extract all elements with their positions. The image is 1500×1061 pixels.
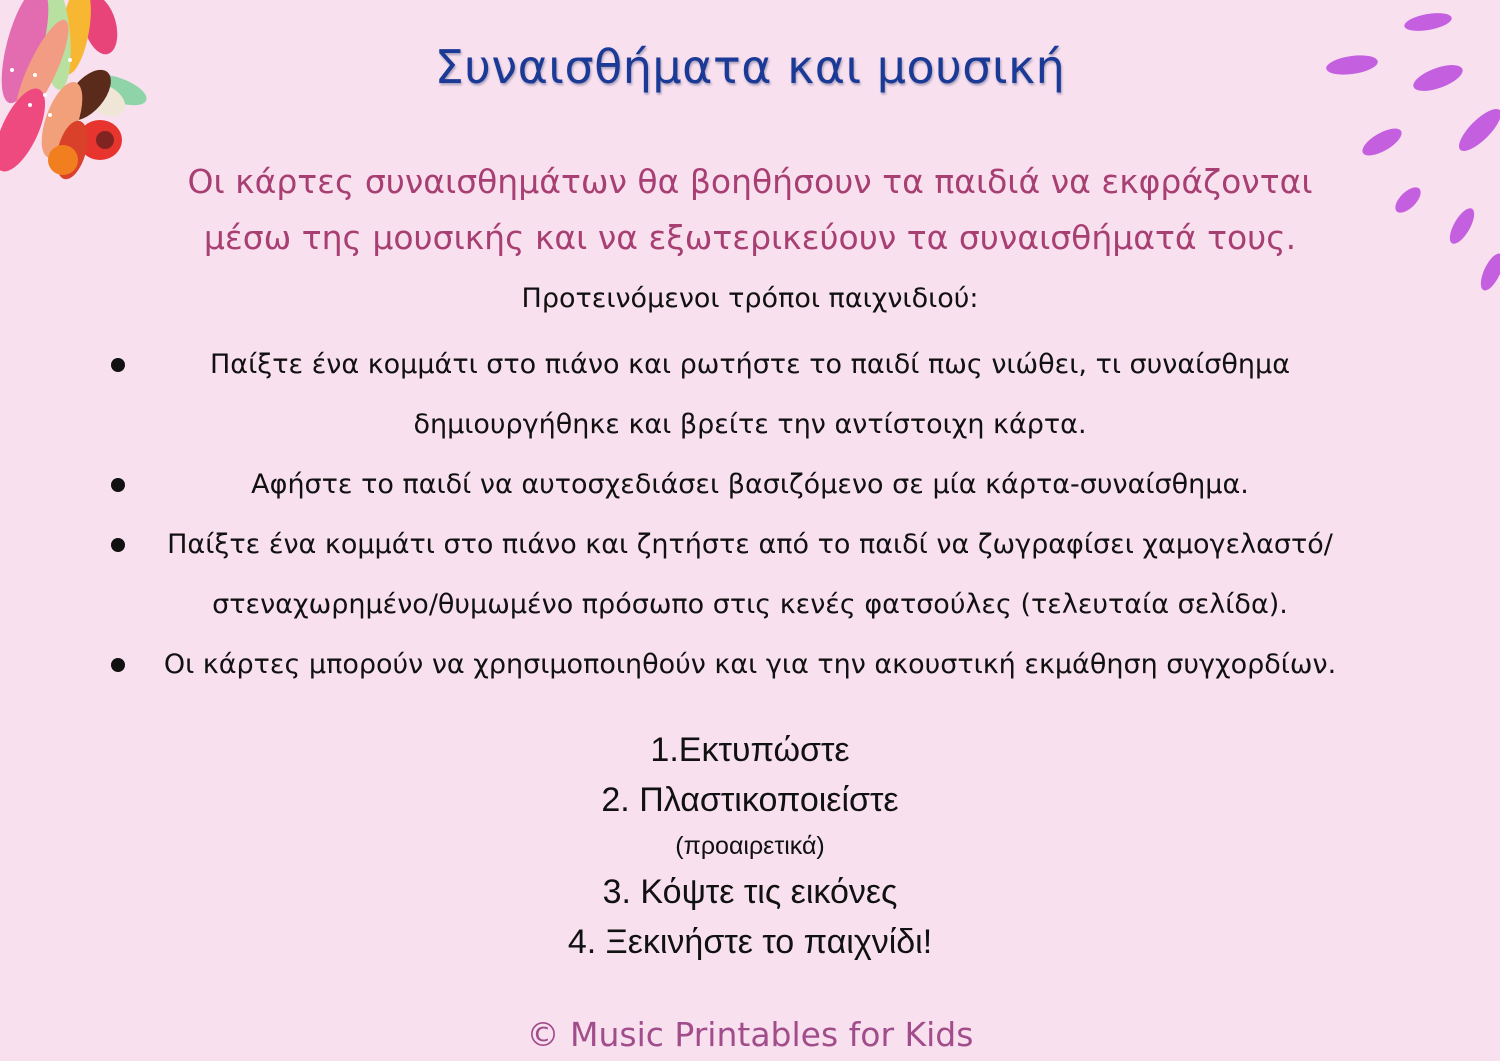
list-item-text: δημιουργήθηκε και βρείτε την αντίστοιχη κάρτα. — [413, 409, 1087, 440]
list-item-text: Παίξτε ένα κομμάτι στο πιάνο και ζητήστε από το παιδί να ζωγραφίσει χαμογελαστό/ — [167, 529, 1333, 560]
list-item-text: Παίξτε ένα κομμάτι στο πιάνο και ρωτήστε το παιδί πως νιώθει, τι συναίσθημα — [209, 349, 1291, 380]
intro-text — [100, 154, 1400, 266]
intro-line: μέσω της μουσικής και να εξωτερικεύουν τα συναισθήματά τους. — [203, 218, 1297, 257]
bullet-icon — [111, 358, 125, 372]
intro-line: Οι κάρτες συναισθημάτων θα βοηθήσουν τα παιδιά να εκφράζονται — [187, 162, 1313, 201]
list-item — [0, 455, 1500, 515]
list-item — [0, 635, 1500, 695]
copyright-footer: © Music Printables for Kids — [526, 1015, 974, 1054]
page-title: Συναισθήματα και μουσική — [434, 40, 1066, 94]
instruction-steps — [0, 725, 1500, 967]
list-item-text: Αφήστε το παιδί να αυτοσχεδιάσει βασιζόμενο σε μία κάρτα-συναίσθημα. — [251, 469, 1249, 500]
list-item-text: στεναχωρημένο/θυμωμένο πρόσωπο στις κενές φατσούλες (τελευταία σελίδα). — [212, 589, 1288, 620]
step-laminate-note: (προαιρετικά) — [675, 832, 825, 860]
list-item — [0, 515, 1500, 635]
bullet-icon — [111, 658, 125, 672]
step-laminate: 2. Πλαστικοποιείστε — [601, 781, 899, 819]
list-item — [0, 335, 1500, 455]
step-start: 4. Ξεκινήστε το παιχνίδι! — [567, 923, 933, 961]
step-cut: 3. Κόψτε τις εικόνες — [602, 873, 898, 911]
bullet-icon — [111, 478, 125, 492]
game-modes-heading: Προτεινόμενοι τρόποι παιχνιδιού: — [521, 283, 979, 314]
step-print: 1.Εκτυπώστε — [650, 731, 850, 769]
list-item-text: Οι κάρτες μπορούν να χρησιμοποιηθούν και για την ακουστική εκμάθηση συγχορδίων. — [163, 649, 1337, 680]
bullet-icon — [111, 538, 125, 552]
game-modes-list — [0, 335, 1500, 695]
